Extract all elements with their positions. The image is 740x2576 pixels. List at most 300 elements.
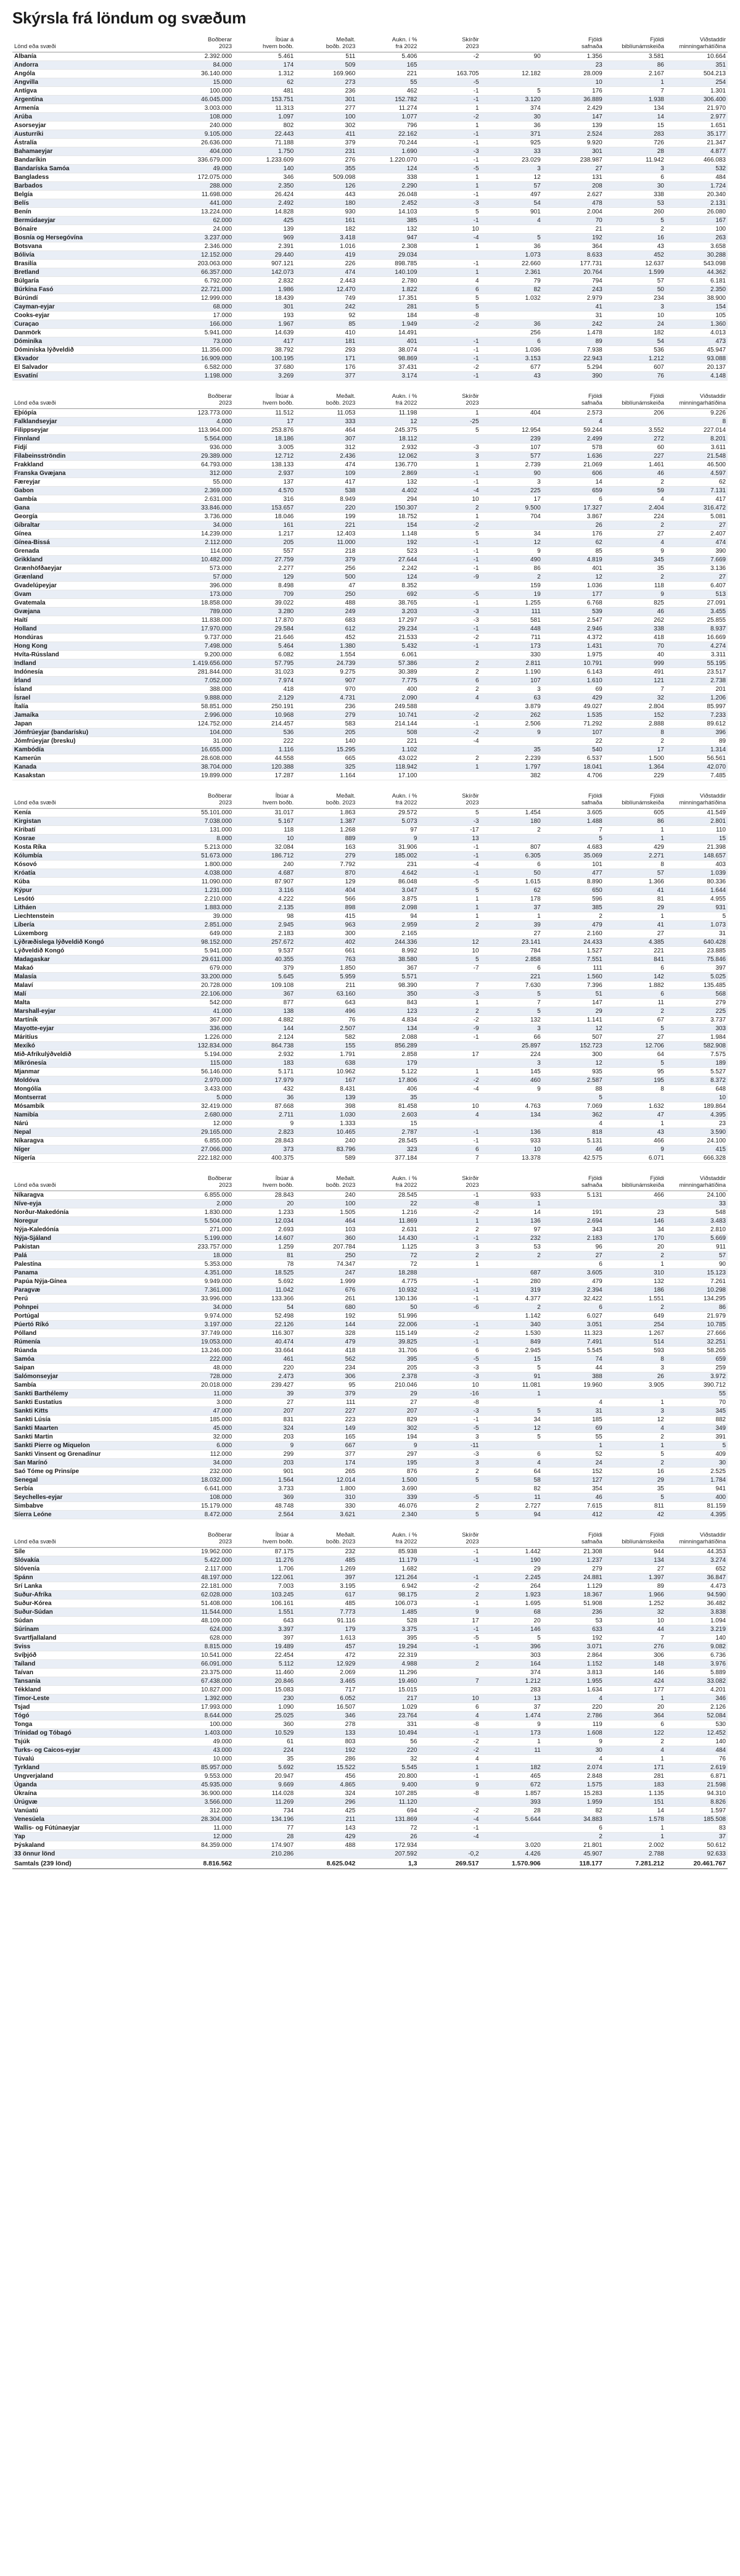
stat-cell: 2 [481, 826, 543, 835]
stat-cell: 167 [666, 217, 728, 225]
stat-cell: 1.216 [357, 1208, 419, 1217]
stat-cell: 25.025 [234, 1712, 295, 1720]
stat-cell: 59 [604, 487, 666, 495]
stat-cell: 18.186 [234, 435, 295, 444]
stat-cell: 205 [295, 729, 357, 737]
stat-cell: 30 [543, 1746, 604, 1755]
country-name-cell: Sankti Pierre og Miquelon [12, 1442, 172, 1450]
stat-cell: 2.811 [481, 659, 543, 668]
stat-cell: 401 [543, 564, 604, 573]
stat-cell: 404 [481, 409, 543, 418]
table-row [12, 1502, 728, 1511]
stat-cell: 234 [604, 294, 666, 303]
stat-cell: 5.112 [234, 1660, 295, 1669]
stat-cell: 120.388 [234, 763, 295, 772]
stat-cell [481, 1398, 543, 1407]
stat-cell: 607 [604, 363, 666, 372]
stat-cell: -4 [419, 234, 480, 242]
stat-cell: 2.361 [481, 268, 543, 277]
stat-cell: 254 [666, 78, 728, 87]
stat-cell: 231 [295, 147, 357, 156]
stat-cell: 132 [604, 1278, 666, 1286]
stat-cell: 936.000 [172, 444, 234, 452]
stat-cell: 911 [666, 1243, 728, 1252]
stat-cell: 2 [604, 521, 666, 530]
table-row [12, 294, 728, 303]
table-row [12, 1051, 728, 1059]
stat-cell [481, 303, 543, 312]
stat-cell: 2.069 [295, 1669, 357, 1677]
stat-cell: 110 [666, 826, 728, 835]
stat-cell: 4 [604, 539, 666, 547]
stat-cell: 28.608.000 [172, 754, 234, 763]
stat-cell: 5.294 [543, 363, 604, 372]
stat-cell: 21.646 [234, 634, 295, 642]
stat-cell: -1 [419, 1234, 480, 1243]
stat-cell: 6.855.000 [172, 1191, 234, 1200]
stat-cell: 67 [604, 1016, 666, 1025]
stat-cell: 20 [481, 1617, 543, 1625]
stat-cell: 121 [604, 677, 666, 685]
stat-cell: 207.592 [357, 1850, 419, 1859]
stat-cell: 37.680 [234, 363, 295, 372]
stat-cell: 3 [604, 1364, 666, 1373]
table-row [12, 886, 728, 895]
stat-cell: 3.736.000 [172, 513, 234, 521]
stat-cell: 10 [419, 495, 480, 504]
stat-cell: -1 [419, 1574, 480, 1582]
stat-cell: 1 [604, 1755, 666, 1764]
stat-cell: 24.000 [172, 225, 234, 234]
stat-cell: 4 [481, 217, 543, 225]
stat-cell: -1 [419, 346, 480, 355]
stat-cell: 474 [295, 461, 357, 469]
country-name-cell: Kambódía [12, 746, 172, 754]
stat-cell: 19.489 [234, 1643, 295, 1651]
stat-cell: 8.000 [172, 835, 234, 843]
stat-cell: 4.877 [666, 147, 728, 156]
stat-cell: 155 [295, 1042, 357, 1051]
stat-cell: 1.750 [234, 147, 295, 156]
stat-cell: 221 [357, 737, 419, 746]
stat-cell: 152.723 [543, 1042, 604, 1051]
stat-cell: 5 [604, 1493, 666, 1502]
stat-cell [419, 1841, 480, 1850]
stat-cell: 1.613 [295, 1634, 357, 1643]
stat-cell: 247 [295, 1269, 357, 1278]
stat-cell: 1.564 [234, 1476, 295, 1485]
stat-cell: 132.834.000 [172, 1042, 234, 1051]
stat-cell: 514 [604, 1338, 666, 1347]
stat-cell: 21.548 [666, 452, 728, 461]
stat-cell: 415 [666, 1146, 728, 1154]
stat-cell: -1 [419, 87, 480, 96]
table-row [12, 452, 728, 461]
stat-cell: 75.846 [666, 956, 728, 964]
stat-cell: 401 [357, 337, 419, 346]
stat-cell: 14 [481, 1208, 543, 1217]
stat-cell: 21.069 [543, 461, 604, 469]
stat-cell: 7.361.000 [172, 1286, 234, 1295]
table-row [12, 1738, 728, 1746]
stat-cell: 5.889 [666, 1669, 728, 1677]
stat-cell: 1.608 [543, 1729, 604, 1738]
table-row [12, 1634, 728, 1643]
country-name-cell: Míkrónesía [12, 1059, 172, 1068]
stat-cell: 1.599 [604, 268, 666, 277]
stat-cell: 18.046 [234, 513, 295, 521]
stat-cell: 36 [481, 122, 543, 130]
stat-cell: 33.082 [666, 1677, 728, 1686]
country-name-cell: Filippseyjar [12, 426, 172, 435]
stat-cell: 15.522 [295, 1764, 357, 1772]
stat-cell: 484 [666, 1746, 728, 1755]
table-row [12, 1485, 728, 1493]
stat-cell: 185.508 [666, 1815, 728, 1824]
stat-cell: 388 [543, 1373, 604, 1381]
table-row [12, 1781, 728, 1790]
stat-cell: 2.970.000 [172, 1076, 234, 1085]
table-row [12, 1102, 728, 1111]
stat-cell: 97 [357, 826, 419, 835]
stat-cell: 57 [666, 1252, 728, 1260]
stat-cell: 24 [543, 1459, 604, 1468]
stat-cell: 4.013 [666, 329, 728, 337]
stat-cell: 418 [295, 1347, 357, 1355]
total-cell: 1,3 [357, 1859, 419, 1869]
country-name-cell: Kólumbía [12, 852, 172, 861]
stat-cell: 5.199.000 [172, 1234, 234, 1243]
stat-cell: 2.117.000 [172, 1565, 234, 1574]
stat-cell: 81 [604, 895, 666, 904]
table-row [12, 1321, 728, 1329]
stat-cell: 23.885 [666, 947, 728, 956]
stat-cell: 159 [481, 582, 543, 590]
stat-cell: 1.097 [234, 113, 295, 122]
country-name-cell: Eþíópía [12, 409, 172, 418]
stat-cell: 253.876 [234, 426, 295, 435]
country-name-cell: Bandaríkin [12, 156, 172, 165]
stat-cell: 633 [543, 1625, 604, 1634]
stat-cell: 63 [481, 694, 543, 703]
stat-cell: 312.000 [172, 1807, 234, 1815]
stat-cell: 15.179.000 [172, 1502, 234, 1511]
stat-cell: 1.252 [604, 1600, 666, 1608]
table-row [12, 1033, 728, 1042]
stat-cell: 2.787 [357, 1128, 419, 1137]
total-cell: 7.281.212 [604, 1859, 666, 1869]
table-row [12, 1591, 728, 1600]
stat-cell: 193 [234, 312, 295, 320]
table-row [12, 1025, 728, 1033]
stat-cell: 425 [295, 1807, 357, 1815]
stat-cell: 109 [295, 469, 357, 478]
stat-cell: 350 [357, 990, 419, 999]
stat-cell: 652 [666, 1565, 728, 1574]
stat-cell: -1 [419, 1137, 480, 1146]
stat-cell: 2 [604, 1007, 666, 1016]
stat-cell: 98.175 [357, 1591, 419, 1600]
stat-cell: 6.061 [357, 651, 419, 659]
stat-cell: 3.838 [666, 1608, 728, 1617]
stat-cell: 1.212 [604, 355, 666, 363]
stat-cell: 221 [295, 521, 357, 530]
stat-cell: 5 [419, 886, 480, 895]
stat-cell: 2 [543, 912, 604, 921]
stat-cell: 400.375 [234, 1154, 295, 1163]
stat-cell: 134 [357, 1025, 419, 1033]
stat-cell: 1.094 [666, 1617, 728, 1625]
column-header: Skírðir 2023 [419, 791, 480, 809]
stat-cell: 10.494 [357, 1729, 419, 1738]
stat-cell: 10.541.000 [172, 1651, 234, 1660]
stat-cell: 2.739 [481, 461, 543, 469]
stat-cell: 1.233 [234, 1208, 295, 1217]
country-name-cell: Ísland [12, 685, 172, 694]
country-name-cell: Japan [12, 720, 172, 729]
stat-cell: 3.274 [666, 1556, 728, 1565]
stat-cell: 649 [604, 1312, 666, 1321]
stat-cell: 466 [604, 1191, 666, 1200]
country-name-cell: Taívan [12, 1669, 172, 1677]
stat-cell: 53 [481, 1243, 543, 1252]
stat-cell: 3.621 [295, 1511, 357, 1519]
stat-cell: 1 [419, 1068, 480, 1076]
stat-cell: 74 [543, 1355, 604, 1364]
stat-cell: 23 [666, 1120, 728, 1128]
stat-cell: 28.304.000 [172, 1815, 234, 1824]
stat-cell: 11.000 [295, 539, 357, 547]
stat-cell: 3.658 [666, 242, 728, 251]
country-name-cell: Martíník [12, 1016, 172, 1025]
stat-cell: 925 [481, 139, 543, 147]
stat-cell: 183 [234, 1059, 295, 1068]
stat-cell: 8.498 [234, 582, 295, 590]
stat-cell: 10.827.000 [172, 1686, 234, 1695]
stat-cell: 346 [666, 1695, 728, 1703]
stat-cell: 391 [666, 1433, 728, 1442]
stat-cell: 355 [295, 165, 357, 173]
table-row [12, 435, 728, 444]
stat-cell [481, 1442, 543, 1450]
stat-cell: 5.353.000 [172, 1260, 234, 1269]
stat-cell: 9.920 [543, 139, 604, 147]
stat-cell: 406 [357, 1085, 419, 1094]
stat-cell [481, 835, 543, 843]
stat-cell: 55.195 [666, 659, 728, 668]
stat-cell: 6 [543, 495, 604, 504]
stat-cell: 331 [357, 1720, 419, 1729]
stat-cell: 12 [481, 1424, 543, 1433]
stat-cell: 5 [481, 234, 543, 242]
stat-cell: 29 [543, 1007, 604, 1016]
table-row [12, 904, 728, 912]
stat-cell: 104.000 [172, 729, 234, 737]
country-name-cell: Búrúndí [12, 294, 172, 303]
stat-cell: 4.570 [234, 487, 295, 495]
stat-cell: 3 [604, 165, 666, 173]
country-name-cell: Búlgaría [12, 277, 172, 286]
table-row [12, 1364, 728, 1373]
stat-cell: 328 [295, 1329, 357, 1338]
country-table [12, 1530, 728, 1869]
table-row [12, 1807, 728, 1815]
stat-cell: 1 [419, 409, 480, 418]
stat-cell: 87.907 [234, 878, 295, 886]
stat-cell: 11.544.000 [172, 1608, 234, 1617]
stat-cell: 231 [357, 861, 419, 869]
stat-cell: 214.144 [357, 720, 419, 729]
stat-cell: 134.295 [666, 1295, 728, 1303]
stat-cell: 176 [543, 530, 604, 539]
country-name-cell: Kosta Ríka [12, 843, 172, 852]
stat-cell: 294 [357, 495, 419, 504]
stat-cell: 250.191 [234, 703, 295, 711]
stat-cell: 1.366 [604, 878, 666, 886]
stat-cell: 57.000 [172, 573, 234, 582]
table-row [12, 852, 728, 861]
stat-cell: -1 [419, 547, 480, 556]
stat-cell: 180 [295, 199, 357, 208]
stat-cell: 30.288 [666, 251, 728, 260]
table-row [12, 835, 728, 843]
stat-cell: 9 [357, 1442, 419, 1450]
stat-cell: 807 [481, 843, 543, 852]
country-name-cell: Arúba [12, 113, 172, 122]
column-header: Lönd eða svæði [12, 1174, 172, 1191]
stat-cell: -8 [419, 312, 480, 320]
stat-cell: 1 [481, 1200, 543, 1208]
stat-cell: 789.000 [172, 608, 234, 616]
table-row [12, 1651, 728, 1660]
stat-cell: -1 [419, 1548, 480, 1556]
stat-cell: 232.000 [172, 1468, 234, 1476]
stat-cell: 5.122 [357, 1068, 419, 1076]
stat-cell: 63.160 [295, 990, 357, 999]
stat-cell: 94.590 [666, 1591, 728, 1600]
stat-cell: 2 [604, 225, 666, 234]
stat-cell: 17.327 [543, 504, 604, 513]
stat-cell: 62 [234, 78, 295, 87]
country-name-cell: Kanada [12, 763, 172, 772]
stat-cell: 3 [481, 478, 543, 487]
stat-cell: 5 [604, 1059, 666, 1068]
stat-cell: 95 [604, 1068, 666, 1076]
stat-cell: 26.080 [666, 208, 728, 217]
stat-cell: 536 [604, 346, 666, 355]
stat-cell: 481 [234, 87, 295, 96]
stat-cell: 89 [543, 337, 604, 346]
stat-cell: 281 [604, 1772, 666, 1781]
country-name-cell: Slóvakía [12, 1556, 172, 1565]
stat-cell: 300 [543, 1051, 604, 1059]
stat-cell: 207 [357, 1407, 419, 1416]
stat-cell: 148 [604, 1660, 666, 1669]
stat-cell: 9.974.000 [172, 1312, 234, 1321]
country-name-cell: Grenada [12, 547, 172, 556]
stat-cell: 31.906 [357, 843, 419, 852]
stat-cell: 3.611 [666, 444, 728, 452]
stat-cell: 154 [666, 303, 728, 312]
table-row [12, 590, 728, 599]
country-name-cell: Kýpur [12, 886, 172, 895]
stat-cell: 152 [604, 711, 666, 720]
table-row [12, 956, 728, 964]
stat-cell: 18.439 [234, 294, 295, 303]
country-name-cell: Turks- og Caicos-eyjar [12, 1746, 172, 1755]
stat-cell: 1.314 [666, 746, 728, 754]
country-name-cell: Kirgistan [12, 817, 172, 826]
stat-cell: 3.197.000 [172, 1321, 234, 1329]
stat-cell: 3.905 [604, 1381, 666, 1390]
stat-cell: 22 [357, 1200, 419, 1208]
stat-cell: -8 [419, 1790, 480, 1798]
stat-cell: 11.000 [172, 1390, 234, 1398]
stat-cell: 49.000 [172, 1738, 234, 1746]
stat-cell: 4.819 [543, 556, 604, 564]
stat-cell: 182 [604, 329, 666, 337]
table-row [12, 711, 728, 720]
stat-cell: 123 [357, 1007, 419, 1016]
stat-cell: 226 [295, 260, 357, 268]
stat-cell: 2.369.000 [172, 487, 234, 495]
stat-cell: 728.000 [172, 1373, 234, 1381]
stat-cell: 1.380 [295, 642, 357, 651]
stat-cell: 28.009 [543, 70, 604, 78]
stat-cell: 2.851.000 [172, 921, 234, 930]
stat-cell: 118.942 [357, 763, 419, 772]
column-header: Fjöldi biblíunámskeiða [604, 35, 666, 52]
stat-cell: 2.888 [604, 720, 666, 729]
table-row [12, 1548, 728, 1556]
table-row [12, 1260, 728, 1269]
stat-cell: 38.900 [666, 294, 728, 303]
stat-cell: 38.792 [234, 346, 295, 355]
stat-cell: 134 [604, 104, 666, 113]
stat-cell: 9.275 [295, 668, 357, 677]
stat-cell: 27 [666, 573, 728, 582]
stat-cell: 9 [234, 1442, 295, 1450]
country-name-cell: Sankti Barthélemy [12, 1390, 172, 1398]
stat-cell: 1.152 [543, 1660, 604, 1669]
table-row [12, 763, 728, 772]
table-row [12, 547, 728, 556]
stat-cell: 5.545 [357, 1764, 419, 1772]
stat-cell: 461 [234, 1355, 295, 1364]
stat-cell: -2 [419, 1016, 480, 1025]
stat-cell: 6 [481, 337, 543, 346]
stat-cell: 143 [295, 1824, 357, 1833]
stat-cell: 42 [604, 1511, 666, 1519]
country-name-cell: Túvalú [12, 1755, 172, 1764]
country-table [12, 1174, 728, 1519]
stat-cell: -5 [419, 1355, 480, 1364]
stat-cell: -1 [419, 478, 480, 487]
country-name-cell: Kamerún [12, 754, 172, 763]
stat-cell: 17.351 [357, 294, 419, 303]
stat-cell: 1.164 [295, 772, 357, 780]
stat-cell: -2 [419, 1738, 480, 1746]
stat-cell: 22.721.000 [172, 286, 234, 294]
stat-cell: 73.000 [172, 337, 234, 346]
column-header: Fjöldi safnaða [543, 392, 604, 409]
stat-cell: 177 [604, 1686, 666, 1695]
stat-cell: 316 [234, 495, 295, 504]
stat-cell: 100 [666, 225, 728, 234]
stat-cell: 14.239.000 [172, 530, 234, 539]
stat-cell: 4 [419, 1111, 480, 1120]
country-name-cell: Gvam [12, 590, 172, 599]
